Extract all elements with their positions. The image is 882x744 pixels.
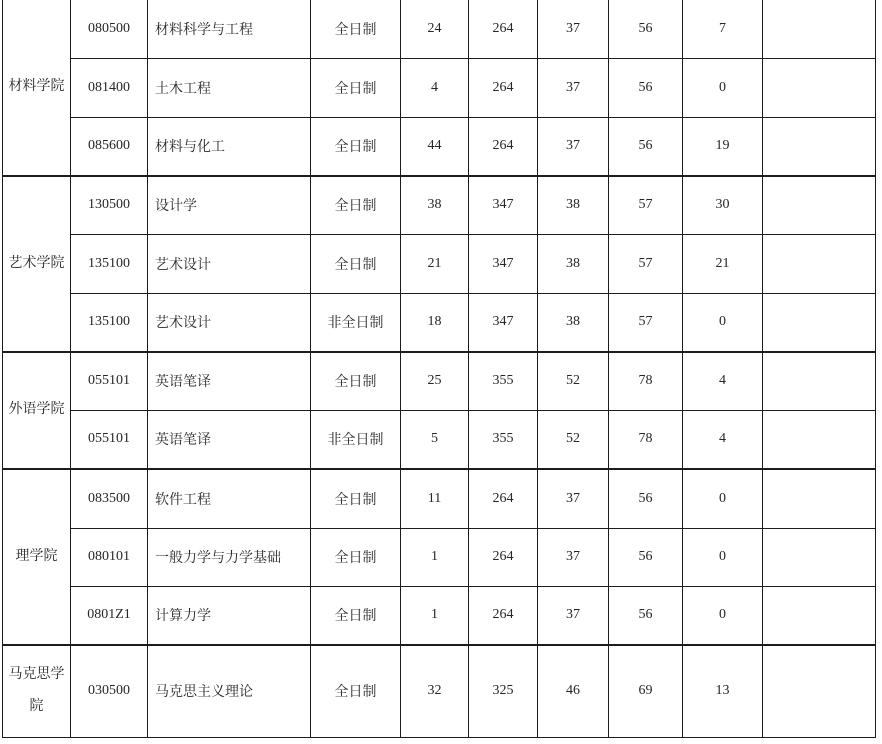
value-cell-2: 347: [469, 234, 538, 293]
college-cell: 材料学院: [3, 0, 71, 176]
value-cell-2: 355: [469, 410, 538, 469]
empty-cell: [763, 469, 876, 528]
major-code-cell: 135100: [71, 293, 148, 352]
value-cell-4: 56: [609, 0, 683, 58]
major-code-cell: 055101: [71, 352, 148, 410]
value-cell-5: 0: [683, 528, 763, 586]
major-name-cell: 材料科学与工程: [148, 0, 311, 58]
study-mode-cell: 全日制: [311, 469, 401, 528]
value-cell-2: 264: [469, 469, 538, 528]
study-mode-cell: 全日制: [311, 234, 401, 293]
value-cell-1: 38: [401, 176, 469, 234]
value-cell-1: 44: [401, 117, 469, 176]
major-code-cell: 083500: [71, 469, 148, 528]
major-name-cell: 马克思主义理论: [148, 645, 311, 737]
study-mode-cell: 全日制: [311, 176, 401, 234]
value-cell-1: 32: [401, 645, 469, 737]
value-cell-3: 46: [538, 645, 609, 737]
major-code-cell: 030500: [71, 645, 148, 737]
value-cell-2: 264: [469, 528, 538, 586]
major-name-cell: 计算力学: [148, 586, 311, 645]
value-cell-2: 264: [469, 58, 538, 117]
major-code-cell: 080101: [71, 528, 148, 586]
value-cell-4: 69: [609, 645, 683, 737]
table-row: [3, 58, 876, 117]
value-cell-5: 4: [683, 410, 763, 469]
value-cell-5: 4: [683, 352, 763, 410]
college-cell: 理学院: [3, 469, 71, 645]
major-name-cell: 材料与化工: [148, 117, 311, 176]
value-cell-2: 264: [469, 117, 538, 176]
empty-cell: [763, 410, 876, 469]
value-cell-4: 56: [609, 58, 683, 117]
value-cell-3: 38: [538, 234, 609, 293]
empty-cell: [763, 586, 876, 645]
value-cell-3: 52: [538, 410, 609, 469]
value-cell-3: 38: [538, 293, 609, 352]
study-mode-cell: 非全日制: [311, 293, 401, 352]
table-row: [3, 293, 876, 352]
value-cell-3: 37: [538, 58, 609, 117]
value-cell-1: 25: [401, 352, 469, 410]
major-name-cell: 英语笔译: [148, 352, 311, 410]
major-name-cell: 艺术设计: [148, 293, 311, 352]
value-cell-4: 78: [609, 410, 683, 469]
major-code-cell: 0801Z1: [71, 586, 148, 645]
study-mode-cell: 全日制: [311, 528, 401, 586]
major-code-cell: 080500: [71, 0, 148, 58]
table-row: [3, 234, 876, 293]
value-cell-1: 24: [401, 0, 469, 58]
value-cell-2: 355: [469, 352, 538, 410]
table-row: [3, 469, 876, 528]
value-cell-5: 21: [683, 234, 763, 293]
value-cell-1: 11: [401, 469, 469, 528]
empty-cell: [763, 645, 876, 737]
study-mode-cell: 全日制: [311, 58, 401, 117]
value-cell-3: 52: [538, 352, 609, 410]
value-cell-2: 347: [469, 176, 538, 234]
value-cell-1: 1: [401, 586, 469, 645]
empty-cell: [763, 117, 876, 176]
value-cell-4: 78: [609, 352, 683, 410]
table-row: [3, 645, 876, 737]
college-cell: 马克思学院: [3, 645, 71, 737]
value-cell-3: 38: [538, 176, 609, 234]
major-name-cell: 一般力学与力学基础: [148, 528, 311, 586]
study-mode-cell: 全日制: [311, 117, 401, 176]
major-code-cell: 085600: [71, 117, 148, 176]
value-cell-3: 37: [538, 117, 609, 176]
value-cell-5: 0: [683, 293, 763, 352]
major-name-cell: 艺术设计: [148, 234, 311, 293]
college-cell: 外语学院: [3, 352, 71, 469]
value-cell-3: 37: [538, 0, 609, 58]
value-cell-3: 37: [538, 586, 609, 645]
value-cell-2: 264: [469, 586, 538, 645]
empty-cell: [763, 293, 876, 352]
value-cell-5: 13: [683, 645, 763, 737]
major-name-cell: 英语笔译: [148, 410, 311, 469]
value-cell-5: 19: [683, 117, 763, 176]
major-code-cell: 135100: [71, 234, 148, 293]
empty-cell: [763, 0, 876, 58]
empty-cell: [763, 234, 876, 293]
value-cell-2: 264: [469, 0, 538, 58]
table-row: [3, 528, 876, 586]
value-cell-4: 56: [609, 117, 683, 176]
table-row: [3, 586, 876, 645]
value-cell-5: 0: [683, 58, 763, 117]
study-mode-cell: 非全日制: [311, 410, 401, 469]
value-cell-4: 57: [609, 176, 683, 234]
table-row: [3, 352, 876, 410]
value-cell-4: 56: [609, 469, 683, 528]
major-code-cell: 081400: [71, 58, 148, 117]
table-row: [3, 176, 876, 234]
empty-cell: [763, 176, 876, 234]
value-cell-1: 18: [401, 293, 469, 352]
value-cell-3: 37: [538, 528, 609, 586]
empty-cell: [763, 352, 876, 410]
value-cell-3: 37: [538, 469, 609, 528]
study-mode-cell: 全日制: [311, 586, 401, 645]
admissions-table-body: [3, 0, 876, 737]
table-row: [3, 117, 876, 176]
value-cell-2: 325: [469, 645, 538, 737]
value-cell-1: 21: [401, 234, 469, 293]
value-cell-1: 1: [401, 528, 469, 586]
value-cell-1: 4: [401, 58, 469, 117]
value-cell-1: 5: [401, 410, 469, 469]
table-row: [3, 0, 876, 58]
empty-cell: [763, 528, 876, 586]
value-cell-5: 0: [683, 469, 763, 528]
value-cell-5: 0: [683, 586, 763, 645]
value-cell-5: 7: [683, 0, 763, 58]
major-code-cell: 130500: [71, 176, 148, 234]
college-cell: 艺术学院: [3, 176, 71, 352]
value-cell-4: 57: [609, 234, 683, 293]
value-cell-4: 56: [609, 586, 683, 645]
study-mode-cell: 全日制: [311, 352, 401, 410]
major-name-cell: 土木工程: [148, 58, 311, 117]
value-cell-5: 30: [683, 176, 763, 234]
admissions-table: [2, 0, 876, 738]
value-cell-4: 57: [609, 293, 683, 352]
table-row: [3, 410, 876, 469]
study-mode-cell: 全日制: [311, 0, 401, 58]
major-name-cell: 设计学: [148, 176, 311, 234]
empty-cell: [763, 58, 876, 117]
major-name-cell: 软件工程: [148, 469, 311, 528]
study-mode-cell: 全日制: [311, 645, 401, 737]
major-code-cell: 055101: [71, 410, 148, 469]
value-cell-4: 56: [609, 528, 683, 586]
value-cell-2: 347: [469, 293, 538, 352]
